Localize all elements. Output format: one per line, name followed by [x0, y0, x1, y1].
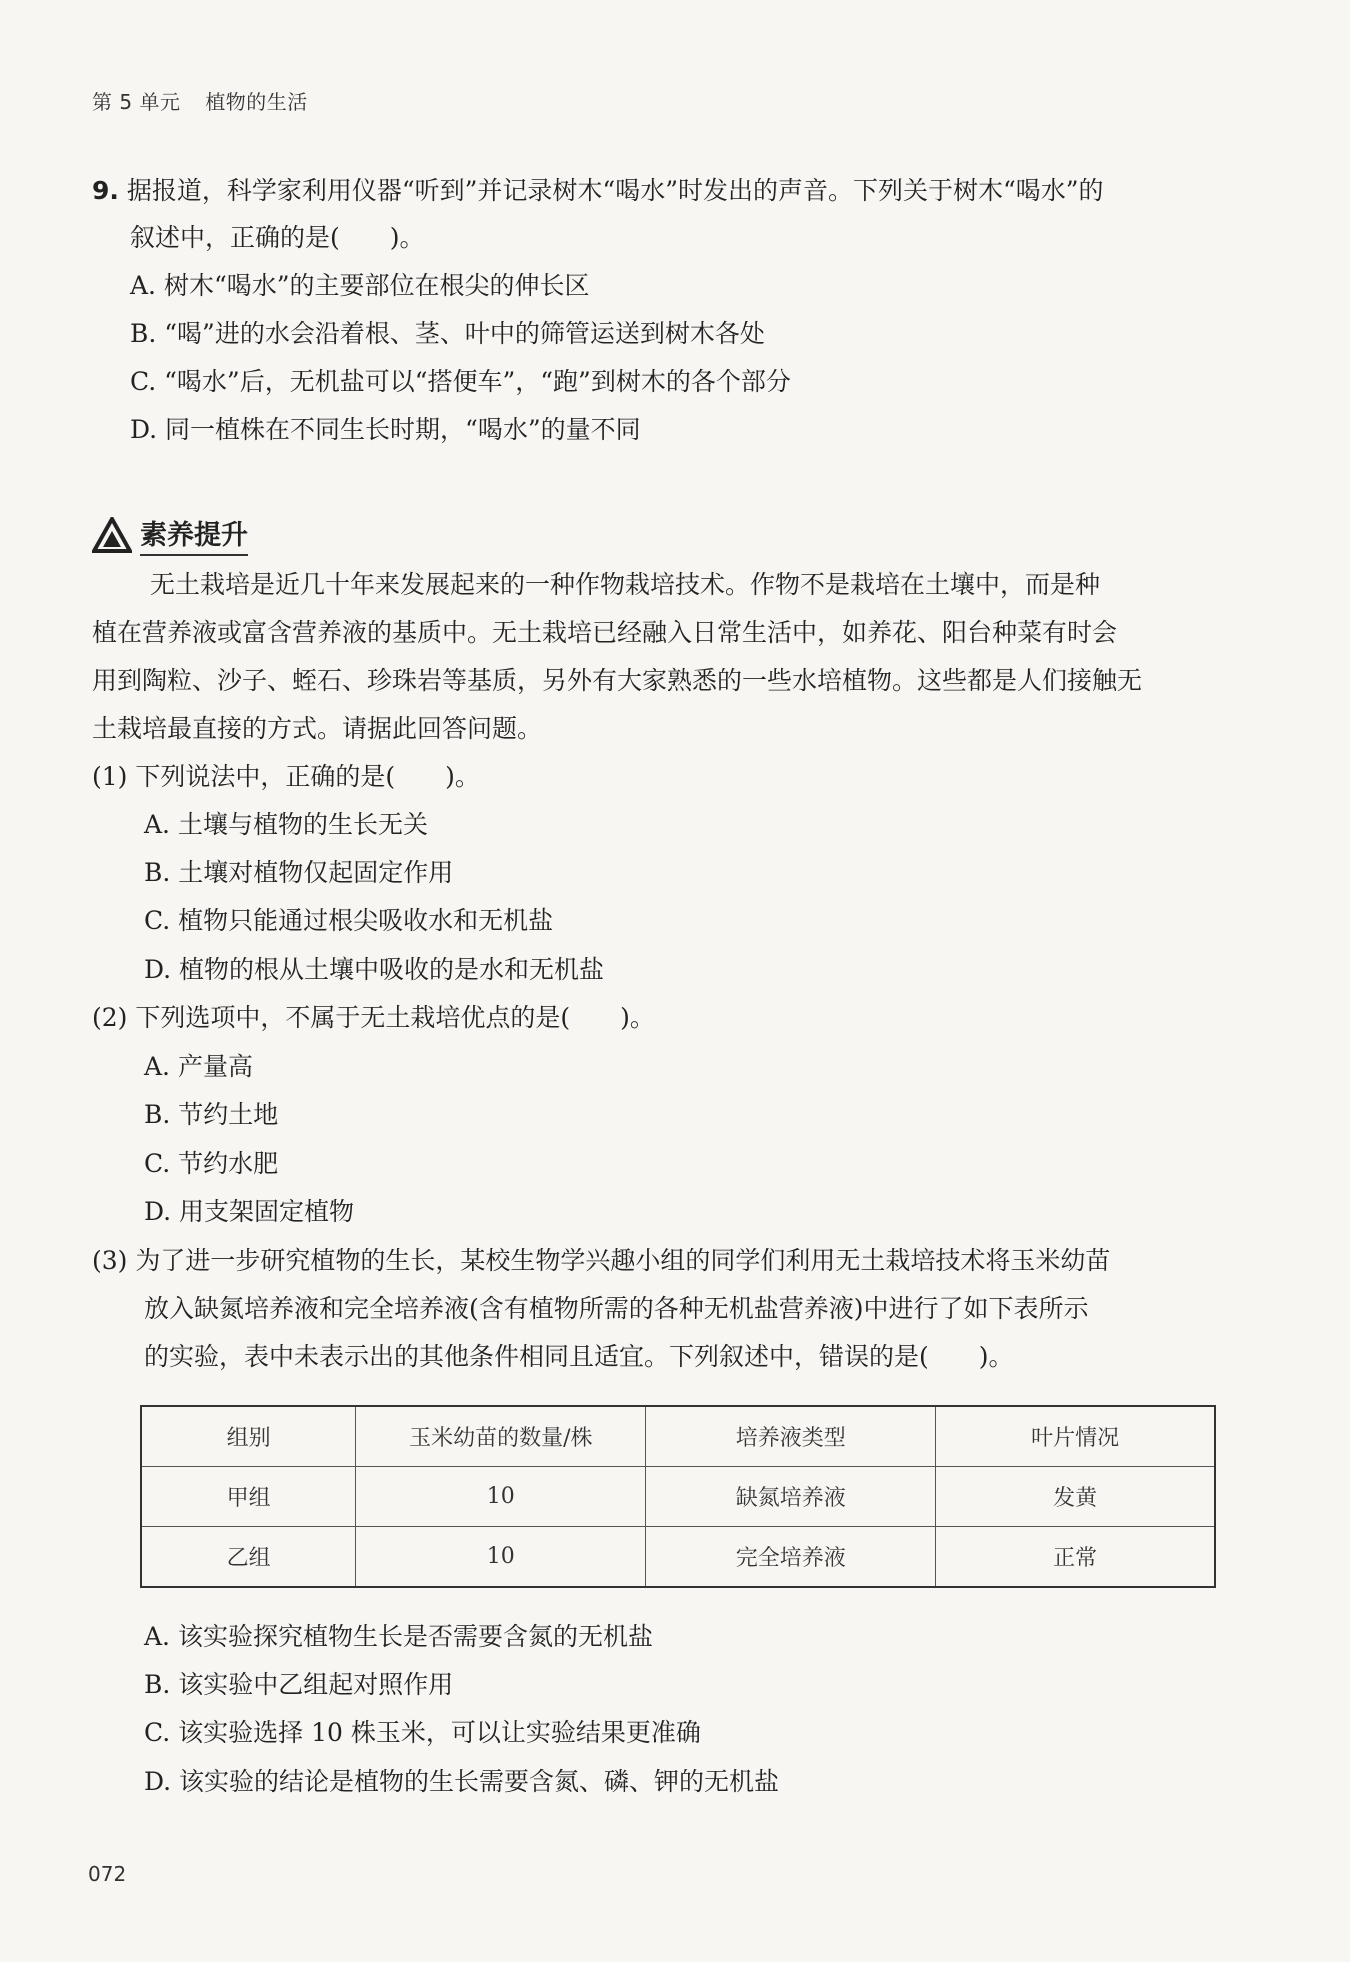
unit-label: 第 5 单元 [92, 90, 181, 114]
section-title: 素养提升 [140, 513, 248, 556]
sub2-option-a: A. 产量高 [144, 1052, 253, 1081]
table-cell: 10 [356, 1467, 646, 1527]
sub2-option-d: D. 用支架固定植物 [144, 1197, 355, 1226]
sub1-option-d: D. 植物的根从土壤中吸收的是水和无机盐 [144, 955, 605, 984]
sub2-option-b: B. 节约土地 [144, 1100, 279, 1129]
sub-question-1-stem: (1) 下列说法中，正确的是( )。 [92, 762, 480, 791]
sub-question-3-stem-line2: 放入缺氮培养液和完全培养液(含有植物所需的各种无机盐营养液)中进行了如下表所示 [144, 1294, 1089, 1323]
chapter-title: 植物的生活 [205, 90, 308, 114]
table-cell: 正常 [936, 1527, 1215, 1588]
table-cell: 缺氮培养液 [646, 1467, 936, 1527]
option-d: D. 同一植株在不同生长时期，“喝水”的量不同 [130, 415, 641, 444]
sub3-option-a: A. 该实验探究植物生长是否需要含氮的无机盐 [144, 1622, 653, 1651]
option-a: A. 树木“喝水”的主要部位在根尖的伸长区 [130, 271, 590, 300]
experiment-table [140, 1405, 1216, 1588]
question-text: 据报道，科学家利用仪器“听到”并记录树木“喝水”时发出的声音。下列关于树木“喝水”的 [126, 176, 1104, 205]
table-row [141, 1527, 1215, 1588]
page-number: 072 [88, 1862, 127, 1886]
table-header-cell: 玉米幼苗的数量/株 [356, 1406, 646, 1467]
table-cell: 完全培养液 [646, 1527, 936, 1588]
sub-question-3-stem-line1: (3) 为了进一步研究植物的生长，某校生物学兴趣小组的同学们利用无土栽培技术将玉米幼苗 [92, 1246, 1111, 1275]
page-header [92, 86, 308, 115]
passage-line-3: 用到陶粒、沙子、蛭石、珍珠岩等基质，另外有大家熟悉的一些水培植物。这些都是人们接触无 [92, 666, 1143, 695]
table-cell: 甲组 [141, 1467, 356, 1527]
sub2-option-c: C. 节约水肥 [144, 1149, 279, 1178]
sub3-option-c: C. 该实验选择 10 株玉米，可以让实验结果更准确 [144, 1718, 701, 1747]
warning-triangle-icon [92, 517, 132, 553]
sub3-option-b: B. 该实验中乙组起对照作用 [144, 1670, 454, 1699]
table-header-cell: 培养液类型 [646, 1406, 936, 1467]
sub1-option-c: C. 植物只能通过根尖吸收水和无机盐 [144, 906, 554, 935]
table-row [141, 1467, 1215, 1527]
passage-line-2: 植在营养液或富含营养液的基质中。无土栽培已经融入日常生活中，如养花、阳台种菜有时会 [92, 618, 1118, 647]
sub1-option-b: B. 土壤对植物仅起固定作用 [144, 858, 454, 887]
sub-question-2-stem: (2) 下列选项中，不属于无土栽培优点的是( )。 [92, 1003, 655, 1032]
option-b: B. “喝”进的水会沿着根、茎、叶中的筛管运送到树木各处 [130, 319, 765, 348]
sub3-option-d: D. 该实验的结论是植物的生长需要含氮、磷、钾的无机盐 [144, 1767, 780, 1796]
table-header-cell: 组别 [141, 1406, 356, 1467]
question-number: 9. [92, 176, 119, 205]
question-9-stem-line2: 叙述中，正确的是( )。 [130, 223, 425, 252]
sub-question-3-stem-line3: 的实验，表中未表示出的其他条件相同且适宜。下列叙述中，错误的是( )。 [144, 1342, 1014, 1371]
table-header-row [141, 1406, 1215, 1467]
table-cell: 发黄 [936, 1467, 1215, 1527]
table-cell: 乙组 [141, 1527, 356, 1588]
section-heading [92, 513, 248, 556]
option-c: C. “喝水”后，无机盐可以“搭便车”，“跑”到树木的各个部分 [130, 367, 791, 396]
table-header-cell: 叶片情况 [936, 1406, 1215, 1467]
passage-line-4: 土栽培最直接的方式。请据此回答问题。 [92, 714, 543, 743]
passage-line-1: 无土栽培是近几十年来发展起来的一种作物栽培技术。作物不是栽培在土壤中，而是种 [150, 570, 1101, 599]
table-cell: 10 [356, 1527, 646, 1588]
question-9-stem-line1 [92, 176, 1104, 206]
sub1-option-a: A. 土壤与植物的生长无关 [144, 810, 428, 839]
